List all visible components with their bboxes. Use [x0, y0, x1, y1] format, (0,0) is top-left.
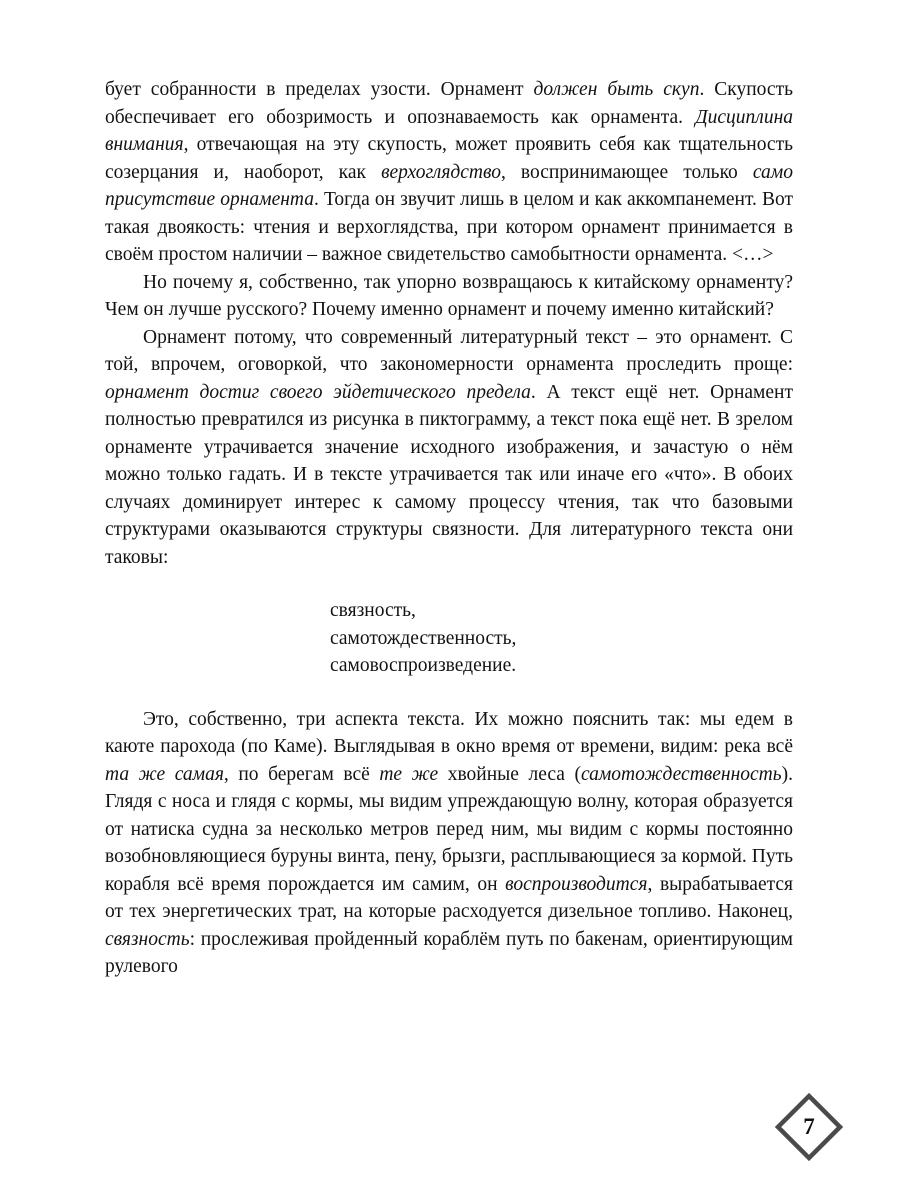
text-run: , воспринимающее только [500, 161, 753, 183]
page-number: 7 [803, 1114, 815, 1139]
text-run: Но почему я, собственно, так упорно возвращаюсь к китайскому орнаменту? Чем он лучше русского? Почему именно орнамент и почему именно китайский? [105, 271, 793, 320]
text-run: , отвечающая на эту скупость, может проявить себя как тщательность созерцания и, наоборот, как [105, 134, 793, 183]
page-number-ornament [774, 1092, 844, 1162]
text-run: . Скупость обеспечивает его обозримость и опознаваемость как орнамента. [105, 79, 793, 128]
text-run: Это, собственно, три аспекта текста. Их можно пояснить так: мы едем в каюте парохода (по Каме). Выглядывая в окно время от времени, видим: река всё [105, 708, 793, 757]
text-run: , вырабатывается от тех энергетических трат, на которые расходуется дизельное топливо. Наконец, [105, 873, 794, 922]
italic-text-run: та же самая [105, 763, 224, 785]
text-run: бует собранности в пределах узости. Орнамент [105, 79, 534, 100]
italic-text-run: Дисциплина внимания [105, 106, 793, 155]
paragraph [105, 706, 793, 981]
list-item: связность, [330, 600, 416, 621]
paragraph [105, 269, 793, 324]
text-run: хвойные леса ( [438, 763, 581, 785]
italic-text-run: орнамент достиг своего эйдетического предела [105, 381, 531, 403]
list-item: самотождественность, [330, 627, 517, 649]
italic-text-run: само присутствие орнамента [105, 161, 793, 210]
paragraph [105, 76, 793, 269]
text-run: . А текст ещё нет. Орнамент полностью превратился из рисунка в пиктограмму, а текст пока ещё нет. В зрелом орнаменте утрачивается значение исходного изображения, и зачастую о нём можно только гадать. И в тексте утрачивается так или иначе его «что». В обоих случаях доминирует интерес к самому процессу чтения, так что базовыми структурами оказываются структуры связности. Для литературного текста они таковы: [105, 381, 793, 568]
italic-text-run: верхоглядство [381, 161, 501, 183]
italic-text-run: должен быть скуп [533, 79, 700, 100]
text-run: Орнамент потому, что современный литературный текст – это орнамент. С той, впрочем, оговоркой, что закономерности орнамента проследить проще: [105, 326, 793, 375]
paragraph [105, 324, 793, 572]
list-item: самовоспроизведение. [330, 655, 517, 676]
text-block [105, 76, 793, 981]
text-run: ). Глядя с носа и глядя с кормы, мы видим упреждающую волну, которая образуется от натиска судна за несколько метров перед ним, мы видим с кормы постоянно возобновляющиеся буруны винта, пену, брызги, расплывающиеся за кормой. Путь корабля всё время порождается им самим, он [105, 763, 793, 895]
italic-text-run: самотождественность [580, 763, 782, 785]
italic-text-run: воспроизводится [505, 873, 648, 895]
italic-text-run: те же [379, 763, 439, 785]
italic-text-run: связность [105, 928, 190, 950]
keyword-list [105, 597, 793, 680]
text-run: , по берегам всё [223, 763, 380, 785]
text-run: . Тогда он звучит лишь в целом и как аккомпанемент. Вот такая двоякость: чтения и верхоглядства, при котором орнамент принимается в своём простом наличии – важное свидетельство самобытности орнамента. <…> [105, 189, 793, 265]
text-run: : прослеживая пройденный кораблём путь по бакенам, ориентирующим рулевого [105, 928, 793, 977]
